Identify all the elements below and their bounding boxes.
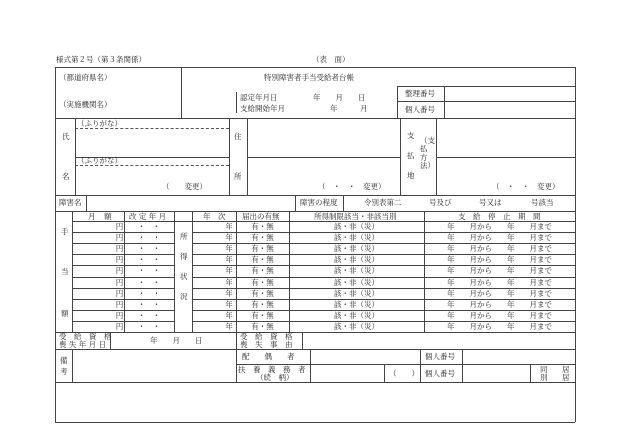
- side-allowance-1: 手: [61, 227, 69, 236]
- limit-status: 該・非（災）: [334, 289, 379, 298]
- separate-house-2: 居: [562, 373, 570, 382]
- limit-status: 該・非（災）: [334, 244, 379, 253]
- relation-label: （続 柄）: [256, 373, 294, 382]
- limit-status: 該・非（災）: [334, 266, 379, 275]
- lost-date: 年 月 日: [150, 336, 203, 345]
- dependent-personal-no-label: 個人番号: [425, 369, 455, 378]
- amount-yen: 円: [115, 300, 124, 309]
- limit-status: 該・非（災）: [334, 322, 379, 331]
- pay-change-note: （ ・ ・ 変更）: [492, 182, 560, 191]
- amount-yen: 円: [115, 255, 124, 264]
- col-limit: 所得制限該当・非該当別: [314, 212, 397, 221]
- stop-period: 年 月から 年 月まで: [447, 244, 552, 253]
- filed-yes-no: 有・無: [251, 244, 274, 253]
- furigana-label-2: （ふりがな）: [77, 156, 122, 165]
- pay-method-label: （支払方法）: [420, 136, 435, 170]
- amount-yen: 円: [115, 244, 124, 253]
- side-allowance-3: 額: [61, 309, 69, 318]
- income-year: 年: [225, 266, 233, 275]
- pay-start-label: 支給開始年月: [240, 104, 285, 113]
- side-income-4: 況: [180, 292, 188, 301]
- col-revised: 改 定 年 月: [129, 212, 167, 221]
- personal-no-label: 個人番号: [405, 105, 435, 114]
- stop-period: 年 月から 年 月まで: [447, 222, 552, 231]
- col-stop-period: 支 給 停 止 期 間: [458, 212, 541, 221]
- filed-yes-no: 有・無: [251, 233, 274, 242]
- name-change-note: （ 変更）: [162, 182, 207, 191]
- pay-place-char-2: 払: [407, 151, 415, 160]
- item-or: 号又は: [479, 198, 502, 207]
- income-year: 年: [225, 300, 233, 309]
- relation-paren: （ ）: [389, 369, 419, 378]
- revised-date: ・ ・: [137, 322, 161, 331]
- file-no-label: 整理番号: [405, 89, 435, 98]
- income-year: 年: [225, 222, 233, 231]
- lost-qual-label-1: 受 給 資 格: [59, 332, 112, 341]
- revised-date: ・ ・: [137, 244, 161, 253]
- address-change-note: （ ・ ・ 変更）: [318, 182, 386, 191]
- revised-date: ・ ・: [137, 311, 161, 320]
- filed-yes-no: 有・無: [251, 255, 274, 264]
- form-number: 様式第２号（第３条関係）: [56, 55, 146, 64]
- filed-yes-no: 有・無: [251, 322, 274, 331]
- amount-yen: 円: [115, 322, 124, 331]
- limit-status: 該・非（災）: [334, 233, 379, 242]
- stop-period: 年 月から 年 月まで: [447, 266, 552, 275]
- amount-yen: 円: [115, 266, 124, 275]
- revised-date: ・ ・: [137, 255, 161, 264]
- cert-date-label: 認定年月日: [240, 93, 278, 102]
- filed-yes-no: 有・無: [251, 289, 274, 298]
- furigana-label-1: （ふりがな）: [77, 119, 122, 128]
- filed-yes-no: 有・無: [251, 311, 274, 320]
- institution-label: （実施機関名）: [59, 100, 112, 109]
- lost-qual-label-2: 喪 失 年 月 日: [59, 340, 107, 349]
- side-label: （表 面）: [312, 55, 350, 64]
- stop-period: 年 月から 年 月まで: [447, 322, 552, 331]
- amount-yen: 円: [115, 289, 124, 298]
- income-year: 年: [225, 255, 233, 264]
- disability-label: 障害名: [59, 198, 82, 207]
- amount-yen: 円: [115, 233, 124, 242]
- spouse-label: 配 偶 者: [242, 352, 295, 361]
- address-char-1: 住: [234, 132, 242, 141]
- limit-status: 該・非（災）: [334, 255, 379, 264]
- degree-label: 障害の程度: [300, 198, 338, 207]
- limit-status: 該・非（災）: [334, 222, 379, 231]
- dependent-label: 扶 養 義 務 者: [238, 365, 306, 374]
- col-month: 月: [88, 212, 96, 221]
- stop-period: 年 月から 年 月まで: [447, 255, 552, 264]
- side-income-1: 所: [180, 232, 188, 241]
- separate-house-1: 別: [540, 373, 548, 382]
- stop-period: 年 月から 年 月まで: [447, 311, 552, 320]
- same-house-2: 居: [562, 365, 570, 374]
- filed-yes-no: 有・無: [251, 222, 274, 231]
- pay-start-value: 年 月: [330, 104, 368, 113]
- lost-reason-label-2: 喪 失 事 由: [240, 340, 293, 349]
- spouse-personal-no-label: 個人番号: [425, 352, 455, 361]
- filed-yes-no: 有・無: [251, 278, 274, 287]
- limit-status: 該・非（災）: [334, 311, 379, 320]
- stop-period: 年 月から 年 月まで: [447, 289, 552, 298]
- income-year: 年: [225, 278, 233, 287]
- stop-period: 年 月から 年 月まで: [447, 278, 552, 287]
- income-year: 年: [225, 311, 233, 320]
- revised-date: ・ ・: [137, 278, 161, 287]
- pay-place-char-1: 支: [407, 131, 415, 140]
- name-char-1: 氏: [62, 132, 70, 141]
- same-house-1: 同: [540, 365, 548, 374]
- income-year: 年: [225, 289, 233, 298]
- revised-date: ・ ・: [137, 233, 161, 242]
- limit-status: 該・非（災）: [334, 300, 379, 309]
- income-year: 年: [225, 233, 233, 242]
- col-amount: 額: [104, 212, 112, 221]
- table-ref: 令別表第二: [364, 198, 402, 207]
- revised-date: ・ ・: [137, 289, 161, 298]
- lost-reason-label-1: 受 給 資 格: [240, 332, 293, 341]
- stop-period: 年 月から 年 月まで: [447, 233, 552, 242]
- cert-date-value: 年 月 日: [313, 93, 366, 102]
- pay-place-char-3: 地: [407, 171, 415, 180]
- remarks-char-2: 考: [60, 367, 68, 376]
- remarks-char-1: 備: [60, 356, 68, 365]
- revised-date: ・ ・: [137, 266, 161, 275]
- col-year: 年 次: [203, 212, 226, 221]
- side-income-3: 状: [180, 272, 188, 281]
- prefecture-label: （都道府県名）: [59, 73, 112, 82]
- amount-yen: 円: [115, 278, 124, 287]
- amount-yen: 円: [115, 222, 124, 231]
- income-year: 年: [225, 244, 233, 253]
- item-and: 号及び: [429, 198, 452, 207]
- filed-yes-no: 有・無: [251, 266, 274, 275]
- amount-yen: 円: [115, 311, 124, 320]
- revised-date: ・ ・: [137, 300, 161, 309]
- ledger-title: 特別障害者手当受給者台帳: [264, 73, 354, 82]
- income-year: 年: [225, 322, 233, 331]
- side-income-2: 得: [180, 252, 188, 261]
- address-char-2: 所: [234, 172, 242, 181]
- stop-period: 年 月から 年 月まで: [447, 300, 552, 309]
- side-allowance-2: 当: [61, 267, 69, 276]
- revised-date: ・ ・: [137, 222, 161, 231]
- name-char-2: 名: [62, 172, 70, 181]
- filed-yes-no: 有・無: [251, 300, 274, 309]
- col-filed: 届出の有無: [242, 212, 280, 221]
- item-match: 号該当: [531, 198, 554, 207]
- limit-status: 該・非（災）: [334, 278, 379, 287]
